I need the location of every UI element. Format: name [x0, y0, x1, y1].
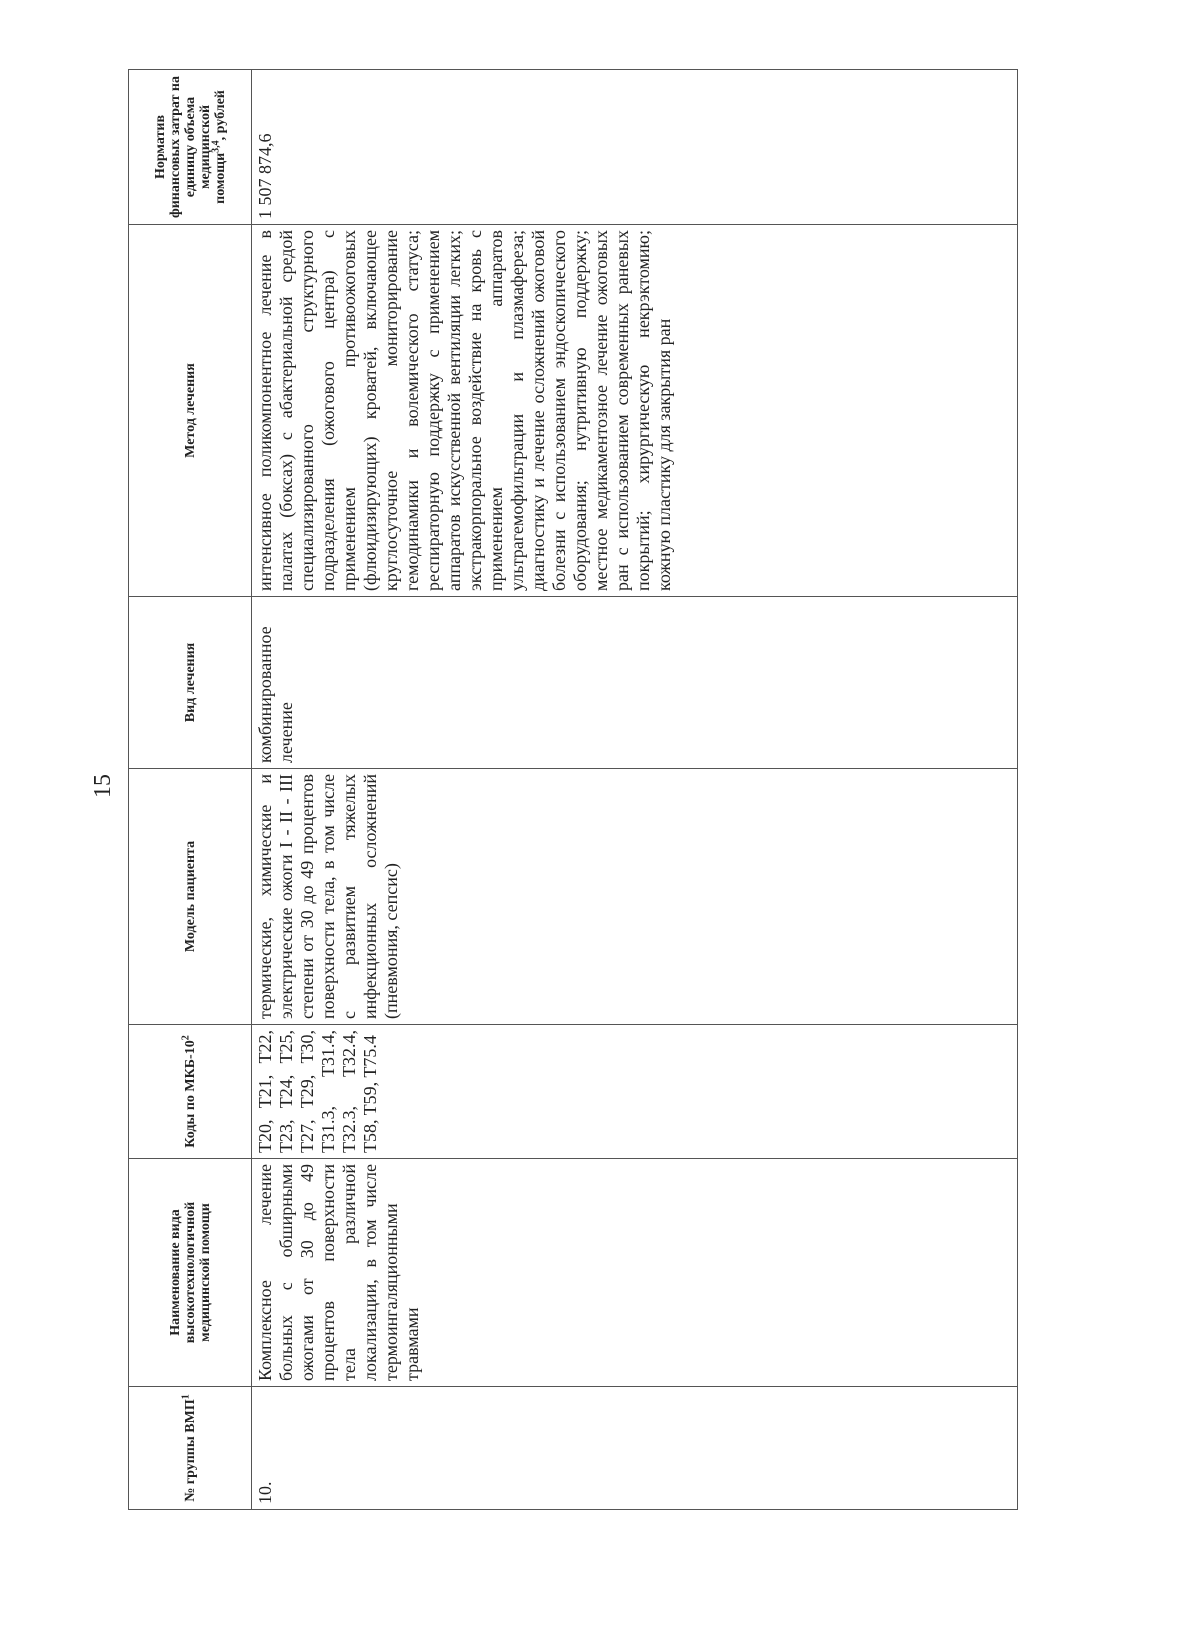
header-treatment-type: Вид лечения — [129, 597, 252, 769]
cell-codes: T20, T21, T22, T23, T24, T25, T27, T29, T30, T31.3, T31.4, T32.3, T32.4, T58, T59, T75.4 — [252, 1025, 1018, 1159]
header-name: Наименование вида высокотехнологичной медицинской помощи — [129, 1159, 252, 1387]
cell-patient-model: термические, химические и электрические ожоги I - II - III степени от 30 до 49 процентов поверхности тела, в том числе с развитием тяжелых инфекционных осложнений (пневмония, сепсис) — [252, 769, 1018, 1025]
header-codes: Коды по МКБ-$10^2$ — [129, 1025, 252, 1159]
cell-name: Комплексное лечение больных с обширными ожогами от 30 до 49 процентов поверхности тела различной локализации, в том числе термоингаляционными травмами — [252, 1159, 1018, 1387]
table-header-row — [129, 70, 252, 1510]
header-cost-norm: Норматив финансовых затрат на единицу объема медицинской помощи$^{3,4}$, рублей — [129, 70, 252, 225]
header-patient-model: Модель пациента — [129, 769, 252, 1025]
table-row — [252, 70, 1018, 1510]
rotated-table-container — [128, 70, 1018, 1510]
page-number: 15 — [90, 774, 116, 798]
cell-group-no: 10. — [252, 1387, 1018, 1510]
header-group-no: № группы ВМП$^1$ — [129, 1387, 252, 1510]
vmp-table — [128, 69, 1018, 1510]
cell-cost-norm: 1 507 874,6 — [252, 70, 1018, 225]
cell-treatment-method: интенсивное поликомпонентное лечение в палатах (боксах) с абактериальной средой специализированного структурного подразделения (ожогового центра) с применением противоожоговых (флюидизирующих) кроватей, включающее круглосуточное мониторирование гемодинамики и волемического статуса; респираторную поддержку с применением аппаратов искусственной вентиляции легких; экстракорпоральное воздействие на кровь с применением аппаратов ультрагемофильтрации и плазмафереза; диагностику и лечение осложнений ожоговой болезни с использованием эндоскопического оборудования; нутритивную поддержку; местное медикаментозное лечение ожоговых ран с использованием современных раневых покрытий; хирургическую некрэктомию; кожную пластику для закрытия ран — [252, 225, 1018, 597]
header-treatment-method: Метод лечения — [129, 225, 252, 597]
cell-treatment-type: комбинированное лечение — [252, 597, 1018, 769]
